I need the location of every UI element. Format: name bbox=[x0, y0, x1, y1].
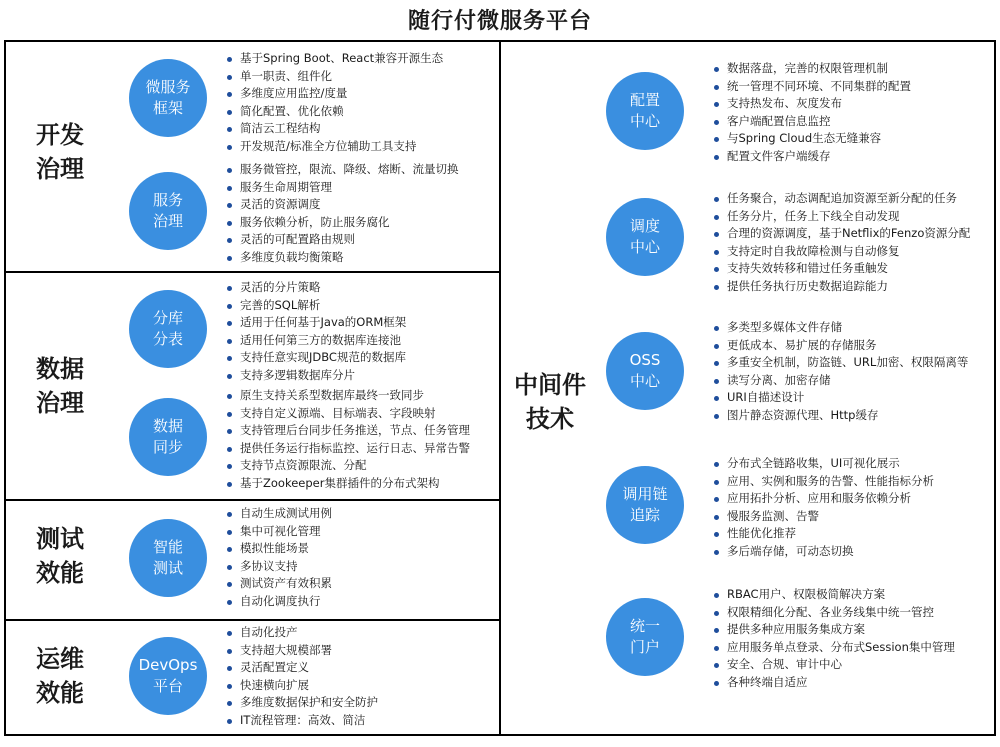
module-service-governance: 服务 治理 bbox=[129, 172, 207, 250]
feature-list-scheduling-center bbox=[711, 190, 970, 296]
feature-item: 灵活配置定义 bbox=[224, 659, 378, 677]
feature-list-config-center bbox=[711, 60, 911, 166]
section-divider bbox=[6, 499, 499, 501]
feature-item: 灵活的资源调度 bbox=[224, 196, 459, 214]
feature-item: 更低成本、易扩展的存储服务 bbox=[711, 337, 968, 355]
module-devops-platform: DevOps 平台 bbox=[129, 637, 207, 715]
feature-item: 多重安全机制，防盗链、URL加密、权限隔离等 bbox=[711, 354, 968, 372]
feature-item: 性能优化推荐 bbox=[711, 525, 934, 543]
feature-item: 快速横向扩展 bbox=[224, 677, 378, 695]
feature-item: IT流程管理：高效、简洁 bbox=[224, 712, 378, 730]
feature-item: 支持失效转移和错过任务重触发 bbox=[711, 260, 970, 278]
category-test-efficiency: 测试 效能 bbox=[36, 525, 84, 587]
feature-item: 测试资产有效积累 bbox=[224, 575, 332, 593]
category-data-governance: 数据 治理 bbox=[36, 355, 84, 417]
feature-item: 数据落盘，完善的权限管理机制 bbox=[711, 60, 911, 78]
feature-item: 多类型多媒体文件存储 bbox=[711, 319, 968, 337]
feature-item: 服务微管控，限流、降级、熔断、流量切换 bbox=[224, 161, 459, 179]
feature-item: 基于Spring Boot、React兼容开源生态 bbox=[224, 50, 443, 68]
module-data-sync: 数据 同步 bbox=[129, 398, 207, 476]
feature-item: 完善的SQL解析 bbox=[224, 297, 406, 315]
feature-item: 简化配置、优化依赖 bbox=[224, 103, 443, 121]
feature-item: 支持超大规模部署 bbox=[224, 642, 378, 660]
feature-item: 支持管理后台同步任务推送，节点、任务管理 bbox=[224, 422, 470, 440]
feature-list-sharding bbox=[224, 279, 406, 385]
feature-item: 多后端存储，可动态切换 bbox=[711, 543, 934, 561]
feature-item: 分布式全链路收集，UI可视化展示 bbox=[711, 455, 934, 473]
feature-item: 支持定时自我故障检测与自动修复 bbox=[711, 243, 970, 261]
feature-item: 安全、合规、审计中心 bbox=[711, 656, 955, 674]
feature-item: 各种终端自适应 bbox=[711, 674, 955, 692]
feature-item: 应用、实例和服务的告警、性能指标分析 bbox=[711, 473, 934, 491]
feature-list-call-chain-tracing bbox=[711, 455, 934, 561]
feature-item: 灵活的分片策略 bbox=[224, 279, 406, 297]
module-smart-testing: 智能 测试 bbox=[129, 519, 207, 597]
module-microservice-framework: 微服务 框架 bbox=[129, 59, 207, 137]
feature-item: 多维度数据保护和安全防护 bbox=[224, 694, 378, 712]
feature-item: 提供任务运行指标监控、运行日志、异常告警 bbox=[224, 440, 470, 458]
feature-item: 与Spring Cloud生态无缝兼容 bbox=[711, 130, 911, 148]
feature-item: 多维度负载均衡策略 bbox=[224, 249, 459, 267]
feature-item: 原生支持关系型数据库最终一致同步 bbox=[224, 387, 470, 405]
feature-item: 模拟性能场景 bbox=[224, 540, 332, 558]
feature-item: 任务分片，任务上下线全自动发现 bbox=[711, 208, 970, 226]
feature-item: 开发规范/标准全方位辅助工具支持 bbox=[224, 138, 443, 156]
feature-item: 适用于任何基于Java的ORM框架 bbox=[224, 314, 406, 332]
feature-item: 合理的资源调度，基于Netflix的Fenzo资源分配 bbox=[711, 225, 970, 243]
feature-item: 慢服务监测、告警 bbox=[711, 508, 934, 526]
module-unified-portal: 统一 门户 bbox=[606, 598, 684, 676]
feature-item: 客户端配置信息监控 bbox=[711, 113, 911, 131]
feature-item: 支持多逻辑数据库分片 bbox=[224, 367, 406, 385]
feature-item: 支持自定义源端、目标端表、字段映射 bbox=[224, 405, 470, 423]
feature-list-service-governance bbox=[224, 161, 459, 267]
feature-item: 支持任意实现JDBC规范的数据库 bbox=[224, 349, 406, 367]
feature-item: 自动化调度执行 bbox=[224, 593, 332, 611]
feature-list-unified-portal bbox=[711, 586, 955, 692]
feature-item: 配置文件客户端缓存 bbox=[711, 148, 911, 166]
feature-item: 适用任何第三方的数据库连接池 bbox=[224, 332, 406, 350]
feature-item: 自动化投产 bbox=[224, 624, 378, 642]
feature-item: 统一管理不同环境、不同集群的配置 bbox=[711, 78, 911, 96]
feature-list-microservice-framework bbox=[224, 50, 443, 156]
feature-item: 权限精细化分配、各业务线集中统一管控 bbox=[711, 604, 955, 622]
feature-item: 任务聚合，动态调配追加资源至新分配的任务 bbox=[711, 190, 970, 208]
feature-item: 自动生成测试用例 bbox=[224, 505, 332, 523]
feature-item: 提供任务执行历史数据追踪能力 bbox=[711, 278, 970, 296]
feature-item: 多维度应用监控/度量 bbox=[224, 85, 443, 103]
feature-item: URI自描述设计 bbox=[711, 389, 968, 407]
feature-item: RBAC用户、权限极简解决方案 bbox=[711, 586, 955, 604]
feature-item: 集中可视化管理 bbox=[224, 523, 332, 541]
feature-list-smart-testing bbox=[224, 505, 332, 611]
module-sharding: 分库 分表 bbox=[129, 290, 207, 368]
feature-item: 单一职责、组件化 bbox=[224, 68, 443, 86]
module-call-chain-tracing: 调用链 追踪 bbox=[606, 466, 684, 544]
section-divider bbox=[6, 271, 499, 273]
feature-item: 支持热发布、灰度发布 bbox=[711, 95, 911, 113]
feature-item: 提供多种应用服务集成方案 bbox=[711, 621, 955, 639]
feature-item: 应用拓扑分析、应用和服务依赖分析 bbox=[711, 490, 934, 508]
feature-item: 图片静态资源代理、Http缓存 bbox=[711, 407, 968, 425]
feature-list-oss-center bbox=[711, 319, 968, 425]
feature-item: 服务生命周期管理 bbox=[224, 179, 459, 197]
category-dev-governance: 开发 治理 bbox=[36, 121, 84, 183]
section-divider bbox=[6, 619, 499, 621]
feature-item: 基于Zookeeper集群插件的分布式架构 bbox=[224, 475, 470, 493]
feature-item: 灵活的可配置路由规则 bbox=[224, 231, 459, 249]
feature-list-data-sync bbox=[224, 387, 470, 493]
module-scheduling-center: 调度 中心 bbox=[606, 198, 684, 276]
category-ops-efficiency: 运维 效能 bbox=[36, 645, 84, 707]
feature-item: 应用服务单点登录、分布式Session集中管理 bbox=[711, 639, 955, 657]
category-middleware: 中间件 技术 bbox=[514, 371, 586, 433]
feature-list-devops-platform bbox=[224, 624, 378, 730]
module-config-center: 配置 中心 bbox=[606, 72, 684, 150]
module-oss-center: OSS 中心 bbox=[606, 332, 684, 410]
page-title: 随行付微服务平台 bbox=[407, 9, 592, 34]
feature-item: 简洁云工程结构 bbox=[224, 120, 443, 138]
feature-item: 支持节点资源限流、分配 bbox=[224, 457, 470, 475]
feature-item: 服务依赖分析，防止服务腐化 bbox=[224, 214, 459, 232]
feature-item: 多协议支持 bbox=[224, 558, 332, 576]
feature-item: 读写分离、加密存储 bbox=[711, 372, 968, 390]
